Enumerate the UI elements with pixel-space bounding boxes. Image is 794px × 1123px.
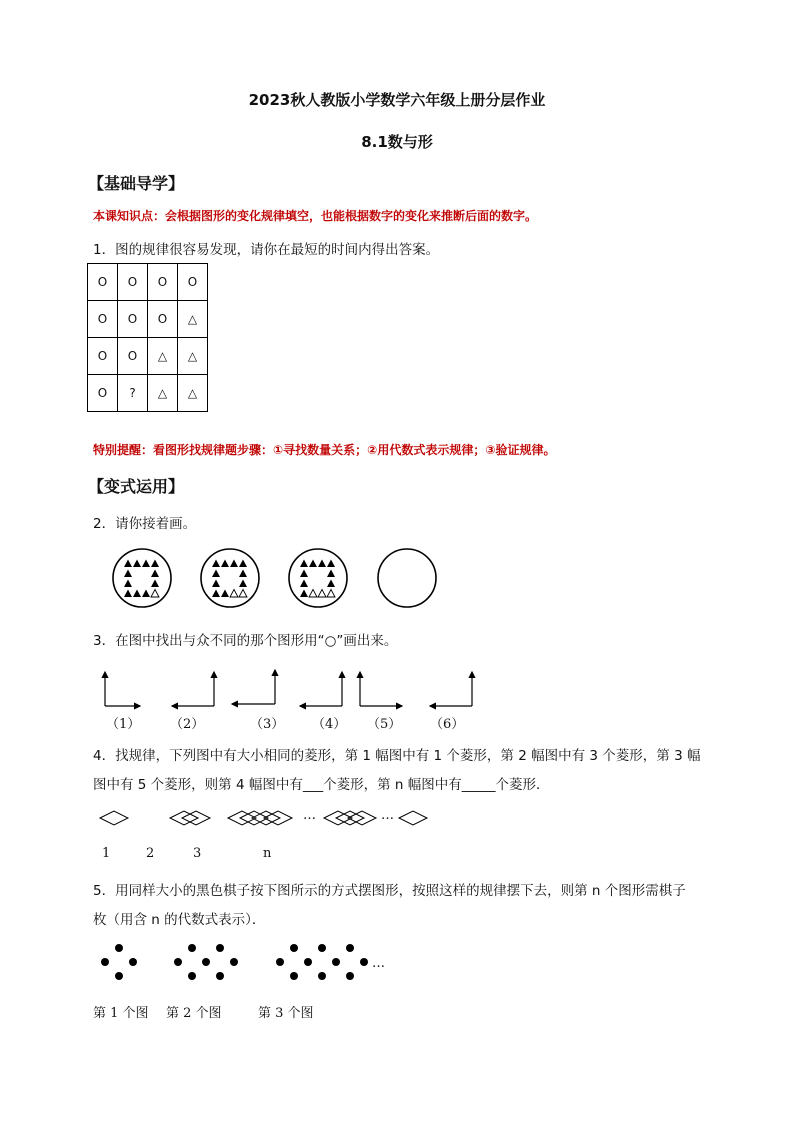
- grid-cell: △: [148, 375, 178, 412]
- document-title: 2023秋人教版小学数学六年级上册分层作业: [248, 91, 546, 109]
- question-4-line-1: 4．找规律，下列图中有大小相同的菱形，第 1 幅图中有 1 个菱形，第 2 幅图中有 3 个菱形，第 3 幅: [93, 748, 701, 764]
- rhombus-figure-1: [100, 811, 128, 825]
- grid-cell: ?: [118, 375, 148, 412]
- circle-pattern-empty: [378, 549, 436, 607]
- grid-cell: O: [88, 264, 118, 301]
- rhombus-figure-ellipsis-group: [324, 811, 376, 825]
- rhombus-label-1: 1: [102, 846, 111, 861]
- grid-cell: O: [178, 264, 208, 301]
- grid-row: [88, 375, 208, 412]
- document-subtitle: 8.1数与形: [361, 133, 433, 151]
- section-variant-heading: 【变式运用】: [88, 477, 185, 496]
- arrow-label-3: （3）: [250, 717, 285, 732]
- question-3: 3．在图中找出与众不同的那个图形用“○”画出来。: [93, 633, 398, 649]
- dot-label-1: 第 1 个图: [93, 1006, 149, 1021]
- grid-cell: O: [118, 301, 148, 338]
- dot-label-2: 第 2 个图: [166, 1006, 222, 1021]
- rhombus-ellipsis-2: …: [381, 808, 394, 823]
- circles-figure: [105, 545, 445, 611]
- rhombus-ellipsis-1: …: [303, 808, 316, 823]
- grid-cell: O: [88, 338, 118, 375]
- rhombus-label-n: n: [263, 846, 272, 861]
- grid-cell: △: [178, 375, 208, 412]
- rhombus-figure-3: [228, 811, 292, 825]
- section-basic-heading: 【基础导学】: [88, 174, 185, 193]
- special-tip: 特别提醒：看图形找规律题步骤：①寻找数量关系；②用代数式表示规律；③验证规律。: [93, 443, 556, 457]
- question-2: 2．请你接着画。: [93, 516, 197, 532]
- grid-cell: O: [118, 338, 148, 375]
- grid-cell: O: [118, 264, 148, 301]
- grid-cell: △: [178, 338, 208, 375]
- question-5-line-1: 5．用同样大小的黑色棋子按下图所示的方式摆图形，按照这样的规律摆下去，则第 n 个图形需棋子: [93, 883, 686, 899]
- arrow-label-5: （5）: [367, 717, 402, 732]
- circle-pattern-1: [113, 549, 171, 607]
- grid-cell: O: [148, 301, 178, 338]
- arrow-label-6: （6）: [430, 717, 465, 732]
- circle-pattern-2: [201, 549, 259, 607]
- question-4-line-2: 图中有 5 个菱形，则第 4 幅图中有___个菱形，第 n 幅图中有_____个菱形．: [93, 777, 550, 793]
- dot-figure-3: [276, 944, 368, 980]
- rhombus-figure-n: [399, 811, 427, 825]
- pattern-grid: [87, 263, 208, 412]
- grid-cell: O: [148, 264, 178, 301]
- circle-pattern-3: [289, 549, 347, 607]
- grid-cell: △: [178, 301, 208, 338]
- rhombus-label-2: 2: [146, 846, 155, 861]
- grid-row: [88, 264, 208, 301]
- arrow-label-4: （4）: [312, 717, 347, 732]
- arrow-figures: [92, 664, 492, 712]
- chess-dot-figures: [95, 940, 385, 985]
- knowledge-point: 本课知识点：会根据图形的变化规律填空，也能根据数字的变化来推断后面的数字。: [93, 209, 538, 223]
- grid-cell: O: [88, 375, 118, 412]
- grid-row: [88, 301, 208, 338]
- dot-figure-2: [174, 944, 238, 980]
- rhombus-label-3: 3: [193, 846, 202, 861]
- grid-cell: O: [88, 301, 118, 338]
- grid-row: [88, 338, 208, 375]
- grid-cell: △: [148, 338, 178, 375]
- arrow-label-2: （2）: [170, 717, 205, 732]
- arrow-label-1: （1）: [106, 717, 141, 732]
- question-5-line-2: 枚（用含 n 的代数式表示）．: [93, 912, 266, 928]
- question-1: 1．图的规律很容易发现，请你在最短的时间内得出答案。: [93, 242, 440, 258]
- rhombus-figure-2: [170, 811, 210, 825]
- dot-figure-1: [101, 944, 137, 980]
- dot-label-3: 第 3 个图: [258, 1006, 314, 1021]
- dot-ellipsis: …: [372, 956, 385, 971]
